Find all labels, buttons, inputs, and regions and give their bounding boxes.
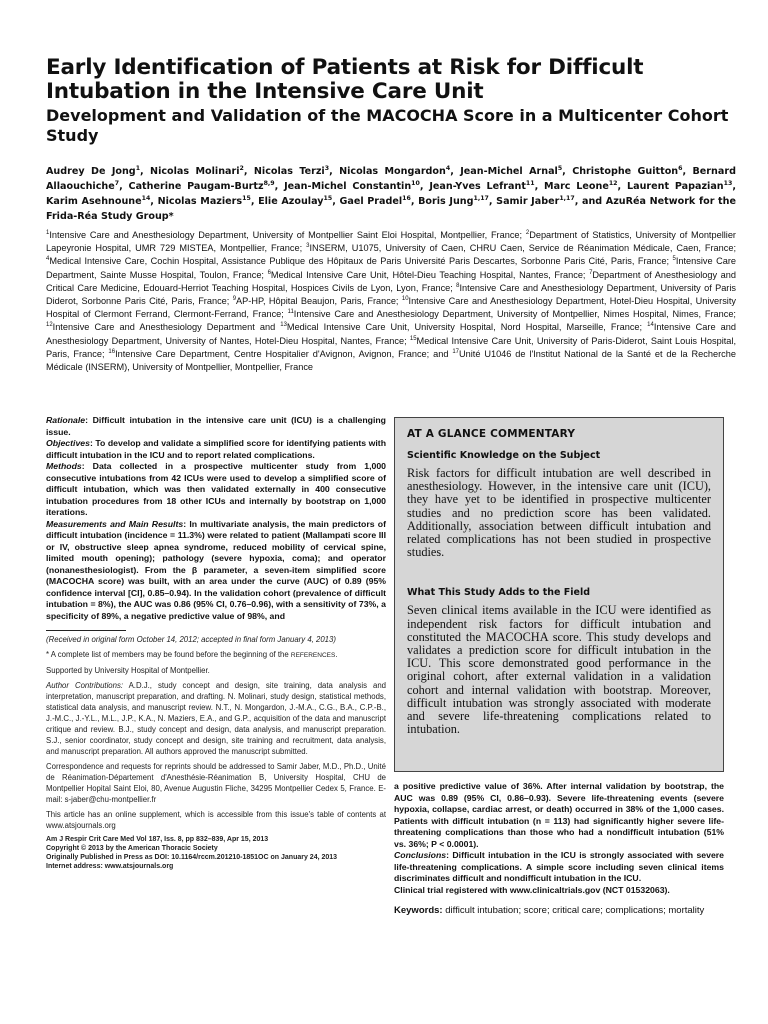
author-name: Audrey De Jong$^1$ [46,164,141,177]
conclusions-text: : Difficult intubation in the ICU is strongly associated with severe life-threatening complications. A simple score including seven clinical items discriminates difficult and nondifficult intubation in the ICU. [394,850,724,883]
support-note: Supported by University Hospital of Montpellier. [46,666,210,675]
affiliation-text: Medical Intensive Care Unit, Hôtel-Dieu Teaching Hospital, Nantes, France; [270,269,590,280]
publication-doi: Originally Published in Press as DOI: 10.1164/rccm.201210-1851OC on January 24, 2013 [46,854,338,861]
affiliation-mark: 4 [46,256,50,263]
measurements-label: Measurements and Main Results [46,518,184,529]
affiliation-text: Intensive Care Department, Sainte Musse Hospital, Toulon, France; [46,256,736,280]
author-group: , and AzuRéa Network for the Frida-Réa Study Group* [46,196,736,222]
author-affiliation-mark: 4 [445,164,451,172]
affiliation-mark: 10 [401,295,409,302]
affiliation-mark: 1 [46,229,50,236]
affiliation-mark: 16 [108,348,116,355]
affiliations [46,229,736,374]
conclusions-label: Conclusions [394,850,447,860]
objectives-text: : To develop and validate a simplified score for identifying patients with difficult intubation in the ICU and to report related complications. [46,438,386,460]
author-name: Nicolas Terzi$^3$ [253,164,330,177]
copyright: Copyright © 2013 by the American Thoracic Society [46,845,218,852]
author-name: Laurent Papazian$^{13}$ [626,179,733,192]
author-affiliation-mark: 1,17 [473,194,489,202]
members-note-end: . [335,650,338,659]
author-contributions [46,680,386,757]
author-name: Marc Leone$^{12}$ [544,179,618,192]
author-affiliation-mark: 5 [557,164,563,172]
rationale-label: Rationale [46,415,86,425]
author-affiliation-mark: 7 [114,179,120,187]
affiliation-text: Unité U1046 de l'Institut National de la Santé et de la Recherche Médicale (INSERM), University of Montpellier, Montpellier, France [46,348,736,373]
author-affiliation-mark: 14 [141,194,151,202]
affiliation-mark: 15 [409,335,417,342]
internet-address: Internet address: www.atsjournals.org [46,863,174,870]
author-name: Jean-Michel Constantin$^{10}$ [284,179,420,192]
members-note-text: * A complete list of members may be found before the beginning of the [46,650,291,659]
affiliation-mark: 11 [287,309,294,316]
author-affiliation-mark: 1 [135,164,141,172]
affiliation-text: Medical Intensive Care Unit, University of Paris-Diderot, Saint Louis Hospital, Paris, France; [46,335,737,359]
author-affiliation-mark: 11 [525,179,535,187]
glance-text-knowledge: Risk factors for difficult intubation are well described in anesthesiology. However, in the intensive care unit (ICU), they have yet to be identified in prospective multicenter studies and no prediction score has been validated. Additionally, association between difficult intubation and related complications has not been studied in prospective studies. [407,466,711,560]
affiliation-text: AP-HP, Hôpital Beaujon, Paris, France; [236,296,402,307]
author-name: Boris Jung$^{1,17}$ [418,194,489,207]
trial-registration: Clinical trial registered with www.clinicaltrials.gov (NCT 01532063). [394,884,670,895]
affiliation-mark: 13 [280,322,287,329]
abstract-part-1 [46,415,386,622]
author-affiliation-mark: 15 [242,194,251,202]
measurements-text-part1: : In multivariate analysis, the main predictors of difficult intubation (incidence = 11.3%) were related to patient (Mallampati score III or IV, obstructive sleep apnea syndrome, reduced mobility of cervical spine, limited mouth opening); pathology (severe hypoxia, coma); and operator (nonanesthesiologist). From the β parameter, a seven-item simplified score (MACOCHA score) was built, with an area under the curve (AUC) of 0.89 (95% confidence interval [CI], 0.85–0.94). In the validation cohort (prevalence of difficult intubation = 8%), the AUC was 0.86 (95% CI, 0.76–0.96), with a sensitivity of 73%, a specificity of 89%, a negative predictive value of 98%, and [46,518,386,621]
affiliation-text: Department of Statistics, University of Montpellier Lapeyronie Hospital, UMR 729 MISTEA, Montpellier, France; [46,230,736,254]
affiliation-mark: 8 [456,282,460,289]
keywords [394,904,724,917]
citation: Am J Respir Crit Care Med Vol 187, Iss. 8, pp 832–839, Apr 15, 2013 [46,836,269,843]
author-name: Jean-Yves Lefrant$^{11}$ [429,179,535,192]
author-affiliation-mark: 1,17 [559,194,575,202]
affiliation-text: Intensive Care and Anesthesiology Department, Hotel-Dieu Hospital, University Hospital of Clermont Ferrand, Clermont-Ferrand, France; [46,296,736,320]
methods-text: : Data collected in a prospective multicenter study from 1,000 consecutive intubations from 42 ICUs were used to develop a simplified score of difficult intubation, which was then validated externally in 400 consecutive intubation procedures from 18 other ICUs and internally by bootstrap on 1,000 iterations. [46,461,386,517]
author-name: Karim Asehnoune$^{14}$ [46,194,151,207]
keywords-text: difficult intubation; score; critical care; complications; mortality [442,905,705,916]
author-name: Nicolas Molinari$^2$ [150,164,244,177]
affiliation-text: Intensive Care and Anesthesiology Department, University of Paris Diderot, Sorbonne Paris Cité, Paris, France; [46,282,736,307]
author-name: Christophe Guitton$^6$ [572,164,683,177]
affiliation-mark: 5 [672,256,676,263]
article-subtitle: Development and Validation of the MACOCHA Score in a Multicenter Cohort Study [46,106,729,145]
affiliation-text: Department of Anesthesiology and Critical Care Medicine, Edouard-Herriot Teaching Hospital, Hospices Civils de Lyon, Lyon, France; [46,269,736,293]
affiliation-text: Intensive Care and Anesthesiology Department, University of Montpellier Saint Eloi Hospital, Montpellier, France; [49,230,526,240]
references-link[interactable]: REFERENCES [290,652,336,659]
affiliation-mark: 14 [647,322,654,329]
glance-heading-adds: What This Study Adds to the Field [407,587,591,599]
author-name: Bernard Allaouchiche$^7$ [46,166,736,192]
affiliation-mark: 7 [589,269,593,276]
affiliation-text: Medical Intensive Care, Cochin Hospital, Assistance Publique des Hôpitaux de Paris Université Paris Descartes, Sorbonne Paris Cité, Paris, France; [49,256,673,267]
author-affiliation-mark: 10 [411,179,420,187]
online-supplement: This article has an online supplement, which is accessible from this issue's table of contents at www.atsjournals.org [46,810,386,830]
glance-text-adds: Seven clinical items available in the ICU were identified as independent risk factors for difficult intubation and constituted the MACOCHA score. This study develops and validates a prediction score for difficult intubation in the ICU. This score demonstrated good performance in the original cohort, after external validation in a validation cohort and internal validation with bootstrap. Moreover, difficult intubation was strongly associated with moderate and severe life-threatening complications related to intubation. [407,603,711,737]
glance-title: AT A GLANCE COMMENTARY [407,428,576,440]
contributions-text: A.D.J., study concept and design, site training, data analysis and interpretation, manuscript preparation, and drafting. N. Molinari, study design, statistical methods, statistical data analysis, and manuscript review. N.T., N. Mongardon, J.-M.A., C.G., B.A., C.P.-B., J.-M.C., J.-Y.L., M.L., J.P., K.A., N. Maziers, E.A., and G.P., acquisition of the data and manuscript critique and review. B.J., study concept and design, data analysis, and manuscript preparation. S.J., senior coordinator, study concept and design, site training and recruitment, data analysis, and manuscript preparation. All authors approved the manuscript submitted. [46,681,386,756]
author-affiliation-mark: 12 [608,179,618,187]
affiliation-mark: 17 [452,348,459,355]
footnote-divider [46,630,126,631]
measurements-text-part2: a positive predictive value of 36%. After internal validation by bootstrap, the AUC was 0.89 (95% CI, 0.86–0.93). Severe life-threatening events (severe hypoxia, collapse, cardiac arrest, or death) occurred in 38% of the 1,000 cases. Patients with difficult intubation (n = 113) had significantly higher severe life-threatening complications than those who had a nondifficult intubation (51% vs. 36%; P < 0.0001). [394,781,724,849]
author-name: Samir Jaber$^{1,17}$ [496,194,575,207]
affiliation-mark: 3 [306,243,310,250]
author-name: Gael Pradel$^{16}$ [339,194,411,207]
right-column-bottom [394,781,724,917]
affiliation-mark: 2 [525,229,530,236]
affiliation-text: Intensive Care Department, Centre Hospitalier d'Avignon, Avignon, France; and [115,348,453,359]
affiliation-text: Medical Intensive Care Unit, University Hospital, Nord Hospital, Marseille, France; [286,322,648,333]
author-affiliation-mark: 15 [323,194,333,202]
author-affiliation-mark: 13 [723,179,733,187]
author-affiliation-mark: 3 [324,164,330,172]
affiliation-text: Intensive Care and Anesthesiology Department, University of Montpellier, Nimes Hospital, Nimes, France; [293,309,736,320]
author-list: Audrey De Jong$^1$, Nicolas Molinari$^2$, Nicolas Terzi$^3$, Nicolas Mongardon$^4$, Jean-Michel Arnal$^5$, Christophe Guitton$^6$, Bernard Allaouchiche$^7$, Catherine Paugam-Burtz$^{8,9}$, Jean-Michel Constantin$^{10}$, Jean-Yves Lefrant$^{11}$, Marc Leone$^{12}$, Laurent Papazian$^{13}$, Karim Asehnoune$^{14}$, Nicolas Maziers$^{15}$, Elie Azoulay$^{15}$, Gael Pradel$^{16}$, Boris Jung$^{1,17}$, Samir Jaber$^{1,17}$, and AzuRéa Network for the Frida-Réa Study Group* [46,164,736,222]
affiliation-mark: 6 [267,269,271,276]
keywords-label: Keywords: [394,905,443,916]
author-name: Elie Azoulay$^{15}$ [258,194,333,207]
author-affiliation-mark: 8,9 [263,179,275,187]
article-title: Early Identification of Patients at Risk for Difficult Intubation in the Intensive Care Unit [46,55,644,104]
author-affiliation-mark: 16 [402,194,411,202]
footnotes [46,634,386,831]
affiliation-text: Intensive Care and Anesthesiology Department, University of Nantes, Hotel-Dieu Hospital, Nantes, France; [46,322,736,346]
members-note [46,649,386,661]
affiliation-mark: 9 [232,295,237,302]
affiliation-text: INSERM, U1075, University of Caen, CHRU Caen, Service de Réanimation Médicale, Caen, France; [309,243,736,254]
methods-label: Methods [46,461,82,471]
glance-heading-knowledge: Scientific Knowledge on the Subject [407,450,601,461]
author-name: Nicolas Mongardon$^4$ [339,164,451,177]
abstract-part-2 [394,781,724,896]
at-a-glance-box [394,417,724,772]
objectives-label: Objectives [46,438,90,448]
journal-info [46,835,386,871]
author-name: Jean-Michel Arnal$^5$ [460,164,563,177]
rationale-text: : Difficult intubation in the intensive care unit (ICU) is a challenging issue. [46,415,386,437]
contributions-label: Author Contributions: [46,681,124,690]
affiliation-mark: 12 [46,322,53,329]
author-name: Catherine Paugam-Burtz$^{8,9}$ [128,179,275,192]
author-affiliation-mark: 2 [239,164,244,172]
correspondence: Correspondence and requests for reprints should be addressed to Samir Jaber, M.D., Ph.D., Unité de Réanimation-Département d'Anesthésie-Réanimation B, University Hospital, CHU de Montpellier Hopital Saint Eloi, 80, Avenue Augustin Fliche, 34295 Montpellier Cedex 5, France. E-mail: s-jaber@chu-montpellier.fr [46,762,386,804]
left-column [46,415,386,871]
received-dates: (Received in original form October 14, 2012; accepted in final form January 4, 2013) [46,635,336,644]
affiliation-text: Intensive Care and Anesthesiology Department and [52,322,281,333]
author-name: Nicolas Maziers$^{15}$ [157,194,251,207]
author-affiliation-mark: 6 [678,164,683,172]
